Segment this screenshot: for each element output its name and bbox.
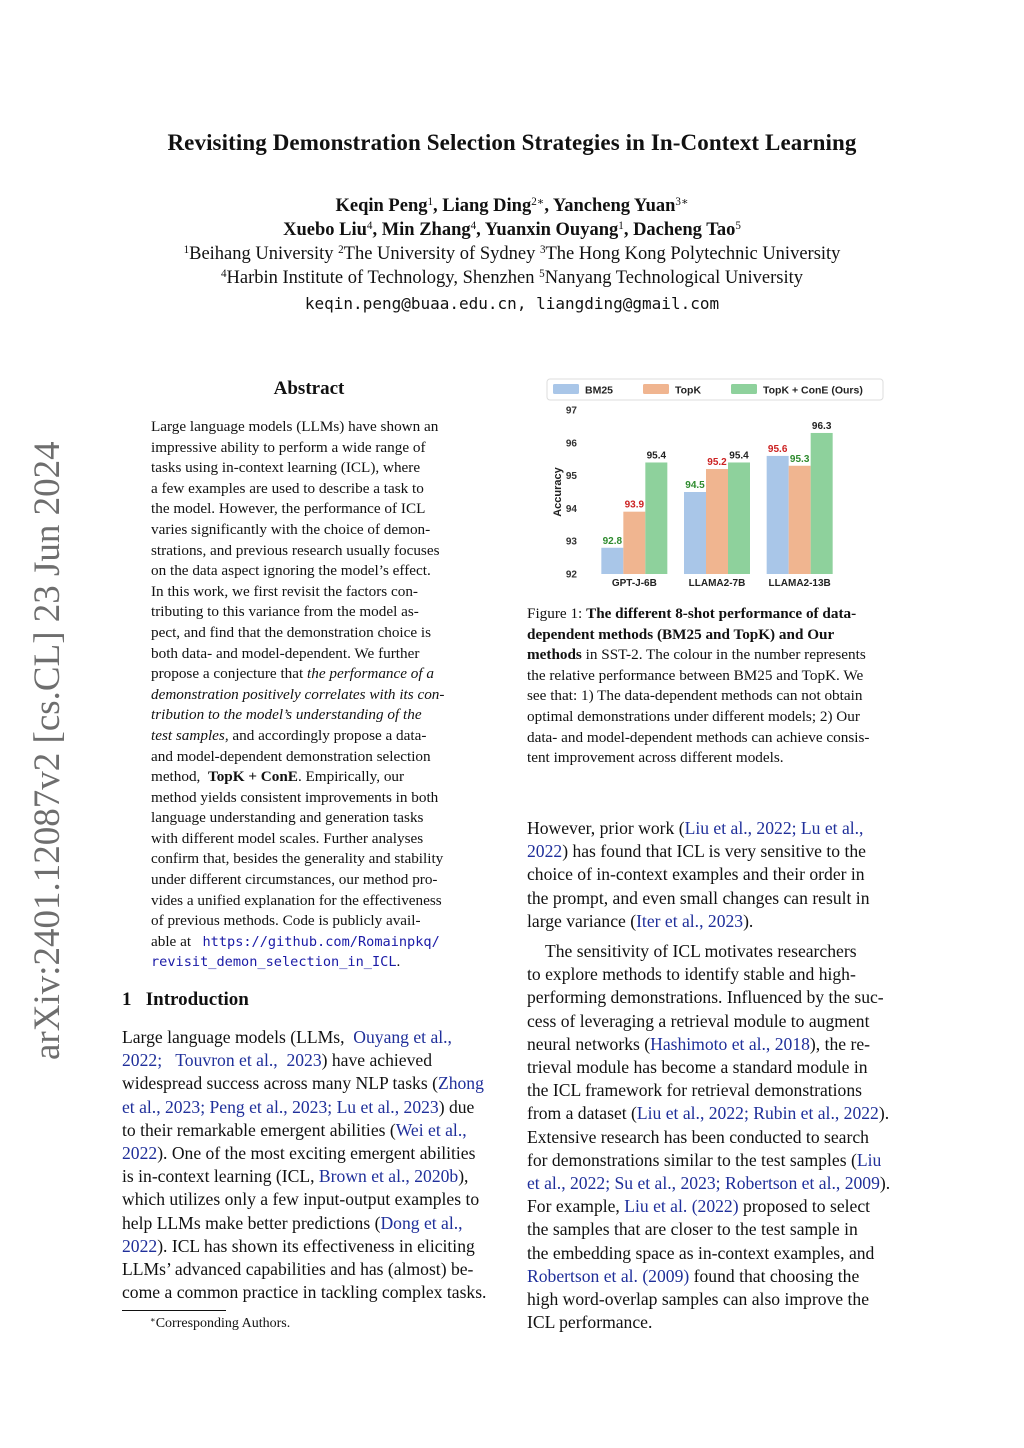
- abstract-line: [151, 767, 469, 788]
- text-run: able at: [151, 932, 192, 950]
- text-run: for demonstrations similar to the test samples (: [527, 1149, 857, 1170]
- author-name: Keqin Peng: [335, 196, 428, 216]
- author-sup: 4: [470, 219, 477, 232]
- caption-bold: dependent methods (BM25 and TopK) and Our: [527, 625, 835, 643]
- text-run: However, prior work (: [527, 818, 685, 838]
- bar-value-label: 95.4: [646, 450, 667, 462]
- legend-swatch-1: [643, 384, 669, 394]
- abstract-line: [151, 664, 469, 685]
- citation-link[interactable]: Robertson et al.: [527, 1265, 638, 1286]
- text-run: ),: [458, 1166, 469, 1187]
- author-sup: 5: [735, 219, 741, 232]
- code-link[interactable]: revisit_demon_selection_in_ICL: [151, 954, 397, 971]
- abstract-line: both data- and model-dependent. We further: [151, 644, 420, 662]
- bar-2-0: [767, 456, 789, 574]
- citation-link[interactable]: 2022: [843, 1103, 879, 1124]
- aff-sup: 5: [539, 267, 545, 280]
- caption-line: [527, 645, 905, 666]
- caption-text: in SST-2. The colour in the number represents: [581, 646, 866, 664]
- text-line: [122, 1119, 500, 1142]
- text-line: [122, 1072, 500, 1095]
- author-name: Liang Ding: [442, 196, 532, 216]
- citation-link[interactable]: 2020b: [414, 1166, 459, 1187]
- abstract-line: confirm that, besides the generality and stability: [151, 850, 444, 868]
- abstract-line: In this work, we first revisit the factors con-: [151, 582, 418, 600]
- text-run: from a dataset (: [527, 1103, 637, 1124]
- caption-line: [527, 625, 905, 646]
- legend-label: TopK: [675, 384, 702, 397]
- x-axis: [612, 578, 831, 589]
- text-run: ) have achieved: [321, 1050, 433, 1071]
- text-line: high word-overlap samples can also improve the: [527, 1289, 870, 1310]
- citation-link[interactable]: Zhong: [437, 1073, 484, 1094]
- author-line-2: Xuebo Liu$^4$, Min Zhang$^4$, Yuanxin Ouyang$^1$, Dacheng Tao$^5$: [283, 219, 741, 240]
- y-tick-label: 96: [565, 438, 577, 450]
- citation-link[interactable]: Peng et al.,: [209, 1096, 288, 1117]
- caption-line: tent improvement across different models.: [527, 749, 784, 767]
- bar-0-1: [623, 512, 645, 574]
- abstract-heading: Abstract: [273, 378, 345, 399]
- text-line: [122, 1142, 500, 1165]
- author-name: Yuanxin Ouyang: [484, 220, 619, 240]
- author-emails: keqin.peng@buaa.edu.cn, liangding@gmail.com: [304, 294, 720, 313]
- text-line: come a common practice in tackling complex tasks.: [122, 1282, 487, 1303]
- citation-link[interactable]: Lu et al.,: [800, 818, 864, 838]
- abstract-body: [151, 417, 469, 973]
- text-run: method,: [151, 768, 201, 786]
- text-line: [527, 1033, 905, 1056]
- caption-prefix: Figure 1:: [527, 605, 583, 622]
- text-line: [527, 1195, 905, 1218]
- text-line: [527, 910, 905, 933]
- affiliation: Harbin Institute of Technology, Shenzhen: [226, 268, 535, 288]
- citation-link[interactable]: Ouyang et al.,: [353, 1027, 452, 1047]
- text-line: to explore methods to identify stable and high-: [527, 964, 856, 985]
- citation-link[interactable]: (2022): [691, 1196, 739, 1217]
- footnote-mark: ∗: [150, 1315, 156, 1325]
- caption-bold: methods: [527, 646, 582, 664]
- abstract-line: impressive ability to perform a wide range of: [151, 438, 426, 456]
- legend-swatch-2: [731, 384, 757, 394]
- bar-value-label: 95.2: [707, 457, 727, 469]
- abstract-line: Large language models (LLMs) have shown an: [151, 418, 439, 435]
- text-line: trieval module has become a standard module in: [527, 1057, 868, 1078]
- citation-link[interactable]: Robertson et al.,: [724, 1173, 841, 1194]
- text-run: to their remarkable emergent abilities (: [122, 1119, 396, 1140]
- footnote-rule: [122, 1310, 226, 1311]
- legend-label: TopK + ConE (Ours): [763, 384, 863, 397]
- figure-1-caption: [527, 604, 905, 769]
- bar-2-1: [789, 466, 811, 574]
- text-run: .: [396, 953, 401, 971]
- citation-link[interactable]: 2022: [122, 1235, 158, 1256]
- right-paragraph-2: [527, 940, 905, 1334]
- author-sup: 1: [618, 219, 624, 232]
- italic-run: test samples: [151, 726, 225, 744]
- caption-line: the relative performance between BM25 and TopK. We: [527, 666, 864, 684]
- intro-paragraph: [122, 1026, 500, 1304]
- citation-link[interactable]: Lu et al.,: [336, 1096, 400, 1117]
- y-tick-label: 94: [565, 503, 577, 515]
- bar-value-label: 92.8: [602, 535, 623, 547]
- citation-link[interactable]: Hashimoto et al.,: [650, 1033, 771, 1054]
- legend-swatch-0: [553, 384, 579, 394]
- citation-link[interactable]: 2023: [403, 1096, 439, 1117]
- text-line: [122, 1212, 500, 1235]
- bar-value-label: 95.3: [789, 453, 810, 465]
- text-run: help LLMs make better predictions (: [122, 1212, 381, 1233]
- author-name: Min Zhang: [381, 220, 471, 240]
- author-sup: 2∗: [531, 195, 545, 208]
- citation-link[interactable]: Brown et al.,: [318, 1166, 410, 1187]
- bar-1-1: [706, 469, 728, 574]
- citation-link[interactable]: Wei et al.,: [395, 1119, 467, 1140]
- italic-run: demonstration positively correlates with its con-: [151, 685, 445, 703]
- text-line: the samples that are closer to the test sample in: [527, 1219, 858, 1240]
- text-line: choice of in-context examples and their order in: [527, 864, 865, 885]
- bar-value-label: 93.9: [624, 499, 645, 511]
- bar-0-0: [601, 548, 623, 574]
- abstract-line: a few examples are used to describe a task to: [151, 479, 424, 497]
- caption-line: see that: 1) The data-dependent methods can not obtain: [527, 687, 863, 705]
- text-line: [527, 840, 905, 863]
- paper-title: Revisiting Demonstration Selection Strategies in In-Context Learning: [167, 130, 857, 155]
- citation-link[interactable]: 2022;: [570, 1173, 611, 1194]
- abstract-line: [151, 952, 469, 973]
- citation-link[interactable]: 2022;: [122, 1050, 163, 1071]
- citation-link[interactable]: 2009: [844, 1173, 880, 1194]
- footnote-text: Corresponding Authors.: [155, 1316, 291, 1331]
- author-name: Dacheng Tao: [633, 220, 736, 240]
- bar-value-label: 95.4: [729, 450, 749, 462]
- citation-link[interactable]: (2009): [642, 1265, 690, 1286]
- bar-value-label: 94.5: [685, 480, 705, 491]
- author-sup: 3∗: [675, 195, 689, 208]
- citation-link[interactable]: 2023;: [165, 1096, 206, 1117]
- text-run: . Empirically, our: [297, 768, 405, 786]
- caption-bold: The different 8-shot performance of data-: [586, 605, 857, 622]
- abstract-line: on the data aspect ignoring the model’s effect.: [151, 562, 431, 580]
- abstract-line: [151, 932, 469, 953]
- text-line: performing demonstrations. Influenced by the suc-: [527, 987, 884, 1008]
- abstract-line: tasks using in-context learning (ICL), where: [151, 459, 421, 477]
- abstract-line: [151, 705, 469, 726]
- y-axis-label: Accuracy: [552, 467, 564, 517]
- text-run: ), the re-: [809, 1033, 870, 1054]
- author-sup: 1: [427, 195, 434, 208]
- text-line: which utilizes only a few input-output examples to: [122, 1189, 480, 1210]
- abstract-line: [151, 685, 469, 706]
- italic-run: the performance of a: [307, 665, 434, 683]
- method-name: TopK + ConE: [207, 768, 298, 786]
- citation-link[interactable]: et al.,: [527, 1173, 566, 1194]
- text-run: ). One of the most exciting emergent abilities: [157, 1143, 476, 1164]
- aff-sup: 3: [539, 243, 546, 256]
- y-tick-label: 95: [565, 471, 577, 483]
- legend-label: BM25: [585, 384, 614, 397]
- text-line: [527, 1102, 905, 1125]
- text-run: widespread success across many NLP tasks (: [122, 1073, 438, 1094]
- abstract-line: under different circumstances, our method pro-: [151, 871, 438, 889]
- text-run: ) due: [438, 1096, 475, 1117]
- bar-series: [601, 421, 832, 574]
- text-line: LLMs’ advanced capabilities and has (almost) be-: [122, 1259, 474, 1280]
- text-line: the prompt, and even small changes can result in: [527, 887, 870, 908]
- affiliation-line-2: [0, 268, 1024, 289]
- citation-link[interactable]: 2022;: [756, 818, 797, 838]
- text-line: [122, 1096, 500, 1119]
- footnote: [150, 1316, 290, 1332]
- y-tick-label: 92: [565, 569, 577, 581]
- text-line: ICL performance.: [527, 1312, 653, 1333]
- caption-line: data- and model-dependent methods can achieve consis-: [527, 728, 870, 746]
- affiliation: Nanyang Technological University: [544, 268, 804, 288]
- text-run: neural networks (: [527, 1033, 651, 1054]
- abstract-line: language understanding and generation tasks: [151, 809, 424, 827]
- text-line: Extensive research has been conducted to search: [527, 1126, 869, 1147]
- citation-link[interactable]: Su et al.,: [614, 1173, 677, 1194]
- aff-sup: 2: [338, 243, 344, 256]
- x-tick-label: GPT-J-6B: [611, 578, 657, 589]
- citation-link[interactable]: 2023;: [292, 1096, 333, 1117]
- abstract-line: tributing to this variance from the model as-: [151, 603, 419, 621]
- author-name: Xuebo Liu: [283, 220, 367, 240]
- text-run: ) has found that ICL is very sensitive to the: [562, 841, 866, 862]
- caption-line: [527, 604, 905, 625]
- arxiv-sidebar-id: arXiv:2401.12087v2 [cs.CL] 23 Jun 2024: [27, 441, 68, 1060]
- citation-link[interactable]: 2023;: [680, 1173, 721, 1194]
- text-line: [122, 1235, 500, 1258]
- text-line: [122, 1026, 500, 1049]
- bar-2-2: [811, 433, 833, 574]
- citation-link[interactable]: 2022: [122, 1143, 158, 1164]
- text-line: [527, 1149, 905, 1172]
- text-run: ).: [743, 910, 754, 931]
- italic-run: tribution to the model’s understanding of the: [151, 706, 422, 724]
- abstract-line: the model. However, the performance of ICL: [151, 500, 426, 518]
- citation-link[interactable]: Liu et al.: [624, 1196, 688, 1217]
- text-run: is in-context learning (ICL,: [122, 1166, 315, 1187]
- citation-link[interactable]: Liu: [856, 1149, 882, 1170]
- text-run: , and accordingly propose a data-: [224, 726, 427, 744]
- author-name: Yancheng Yuan: [552, 196, 676, 216]
- text-run: For example,: [527, 1196, 620, 1217]
- code-link[interactable]: https://github.com/Romainpkq/: [202, 933, 440, 950]
- section-title: Introduction: [145, 989, 249, 1010]
- citation-link[interactable]: Rubin et al.,: [753, 1103, 840, 1124]
- x-tick-label: LLAMA2-7B: [688, 578, 746, 589]
- figure-1-bar-chart: [545, 378, 885, 590]
- text-run: propose a conjecture that: [151, 665, 304, 683]
- citation-link[interactable]: 2023: [707, 910, 744, 931]
- citation-link[interactable]: 2022: [527, 841, 563, 862]
- abstract-line: varies significantly with the choice of demon-: [151, 520, 431, 538]
- text-run: ). ICL has shown its effectiveness in eliciting: [157, 1235, 475, 1256]
- abstract-line: vides a unified explanation for the effectiveness: [151, 891, 442, 909]
- aff-sup: 1: [183, 243, 190, 256]
- bar-1-2: [728, 462, 750, 574]
- bar-1-0: [684, 492, 706, 574]
- citation-link[interactable]: 2022;: [708, 1103, 749, 1124]
- citation-link[interactable]: Dong et al.,: [380, 1212, 463, 1233]
- affiliation: The University of Sydney: [343, 244, 536, 264]
- text-run: found that choosing the: [693, 1265, 860, 1286]
- abstract-line: [151, 726, 469, 747]
- y-tick-label: 97: [565, 405, 577, 417]
- text-line: [527, 1172, 905, 1195]
- abstract-line: of previous methods. Code is publicly avail-: [151, 912, 421, 930]
- right-paragraph-1: [527, 817, 905, 933]
- bar-value-label: 96.3: [811, 420, 832, 432]
- affiliation-line-1: [0, 244, 1024, 265]
- chart-legend: [547, 379, 883, 400]
- citation-link[interactable]: Liu et al.,: [636, 1103, 705, 1124]
- bar-0-2: [645, 462, 667, 574]
- author-sup: 4: [366, 219, 373, 232]
- text-run: Large language models (LLMs,: [122, 1027, 345, 1047]
- aff-sup: 4: [220, 267, 227, 280]
- abstract-line: strations, and previous research usually focuses: [151, 541, 440, 559]
- citation-link[interactable]: 2018: [774, 1033, 810, 1054]
- author-line-1: Keqin Peng$^1$, Liang Ding$^{2∗}$, Yancheng Yuan$^{3∗}$: [335, 195, 689, 216]
- text-run: ).: [879, 1173, 891, 1194]
- y-tick-label: 93: [565, 536, 577, 548]
- abstract-line: and model-dependent demonstration selection: [151, 747, 431, 765]
- x-tick-label: LLAMA2-13B: [768, 578, 831, 589]
- abstract-line: method yields consistent improvements in both: [151, 788, 439, 806]
- abstract-line: with different model scales. Further analyses: [151, 829, 424, 847]
- citation-link[interactable]: Iter et al.,: [636, 910, 704, 931]
- text-line: [527, 817, 905, 840]
- bar-value-label: 95.6: [767, 443, 788, 455]
- text-line: [122, 1165, 500, 1188]
- caption-line: optimal demonstrations under different models; 2) Our: [527, 707, 860, 725]
- citation-link[interactable]: et al.,: [122, 1096, 161, 1117]
- text-run: ).: [878, 1103, 890, 1124]
- text-line: [122, 1049, 500, 1072]
- abstract-line: pect, and find that the demonstration choice is: [151, 623, 432, 641]
- text-line: the ICL framework for retrieval demonstrations: [527, 1080, 862, 1101]
- affiliation: The Hong Kong Polytechnic University: [545, 244, 841, 264]
- citation-link[interactable]: 2023: [286, 1050, 322, 1071]
- text-run: proposed to select: [743, 1196, 871, 1217]
- text-line: The sensitivity of ICL motivates researchers: [545, 941, 857, 961]
- text-line: [527, 1265, 905, 1288]
- y-axis: [552, 406, 577, 581]
- text-line: cess of leveraging a retrieval module to augment: [527, 1010, 870, 1031]
- section-heading-introduction: [122, 989, 249, 1011]
- text-line: the embedding space as in-context examples, and: [527, 1242, 875, 1263]
- affiliation: Beihang University: [189, 244, 334, 264]
- citation-link[interactable]: Liu et al.,: [684, 818, 753, 838]
- text-run: large variance (: [527, 910, 637, 931]
- citation-link[interactable]: Touvron et al.,: [175, 1050, 278, 1071]
- section-number: 1: [122, 989, 132, 1010]
